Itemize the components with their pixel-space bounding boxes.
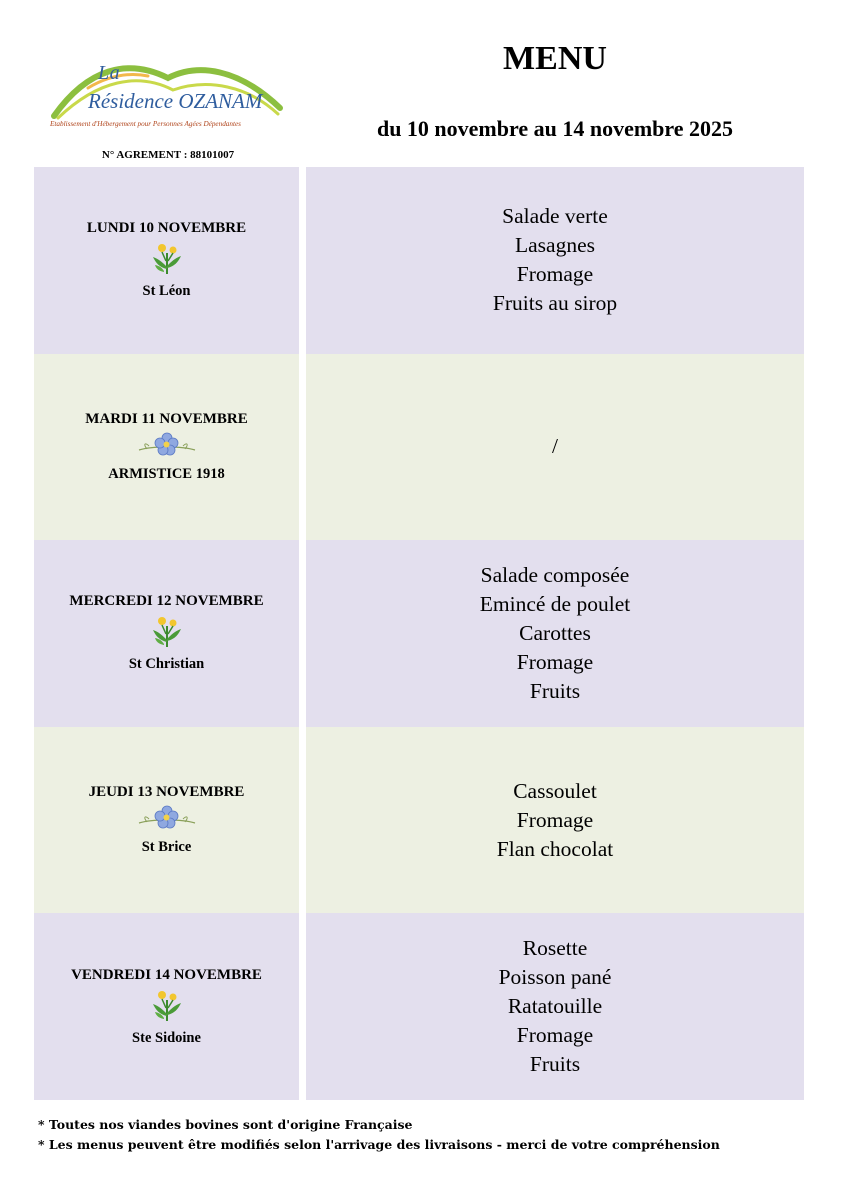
day-name: JEUDI 13 NOVEMBRE [88,784,245,801]
saint-name: Ste Sidoine [132,1029,201,1046]
dish-item: / [552,434,558,459]
day-name: LUNDI 10 NOVEMBRE [86,220,247,237]
footnote-line: * Les menus peuvent être modifiés selon l'arrivage des livraisons - merci de votre compréhension [38,1137,720,1152]
menu-cell [306,354,804,541]
dish-item: Fromage [516,649,594,674]
menu-cell [306,913,804,1100]
page-subtitle: du 10 novembre au 14 novembre 2025 [376,116,734,141]
saint-name: ARMISTICE 1918 [108,465,225,482]
menu-cell [306,167,804,354]
dish-item: Cassoulet [513,778,597,803]
menu-cell [306,727,804,914]
day-cell [34,167,299,354]
saint-name: St Christian [128,656,205,673]
day-cell [34,540,299,727]
logo-text-name: Résidence OZANAM [88,89,263,113]
dish-item: Poisson pané [498,965,612,990]
blue-flower-icon [137,805,197,835]
menu-grid [34,167,804,1100]
blue-flower-icon [137,432,197,462]
dish-item: Fromage [516,807,594,832]
dish-item: Carottes [519,620,591,645]
dish-item: Lasagnes [515,233,595,258]
saint-name: St Léon [142,283,191,300]
menu-row [34,167,804,354]
dish-item: Salade verte [502,204,608,229]
saint-name: St Brice [141,839,192,856]
logo-text-la: La [98,62,121,84]
agrement-number: N° AGREMENT : 88101007 [101,149,235,161]
dish-item: Ratatouille [507,994,603,1019]
day-cell [34,354,299,541]
menu-row [34,540,804,727]
day-cell [34,913,299,1100]
menu-cell [306,540,804,727]
menu-row [34,913,804,1100]
logo-text-tagline: Etablissement d'Hébergement pour Personnes Agées Dépendantes [50,120,241,128]
dish-item: Rosette [522,936,588,961]
dish-item: Flan chocolat [496,836,614,861]
day-name: VENDREDI 14 NOVEMBRE [71,966,262,983]
dish-item: Fromage [516,1023,594,1048]
residence-logo [48,58,288,140]
dish-item: Fruits au sirop [492,291,618,316]
day-name: MARDI 11 NOVEMBRE [85,410,248,427]
footnote-line: * Toutes nos viandes bovines sont d'origine Française [38,1117,413,1132]
day-cell [34,727,299,914]
dandelion-icon [150,241,184,279]
dish-item: Fromage [516,262,594,287]
dish-item: Fruits [529,678,581,703]
menu-row [34,727,804,914]
dish-item: Fruits [529,1052,581,1077]
page-title: MENU [503,40,607,77]
day-name: MERCREDI 12 NOVEMBRE [69,593,264,610]
menu-row [34,354,804,541]
dish-item: Salade composée [480,562,630,587]
dish-item: Emincé de poulet [479,591,631,616]
dandelion-icon [150,988,184,1026]
dandelion-icon [150,614,184,652]
footnotes [38,1115,720,1155]
